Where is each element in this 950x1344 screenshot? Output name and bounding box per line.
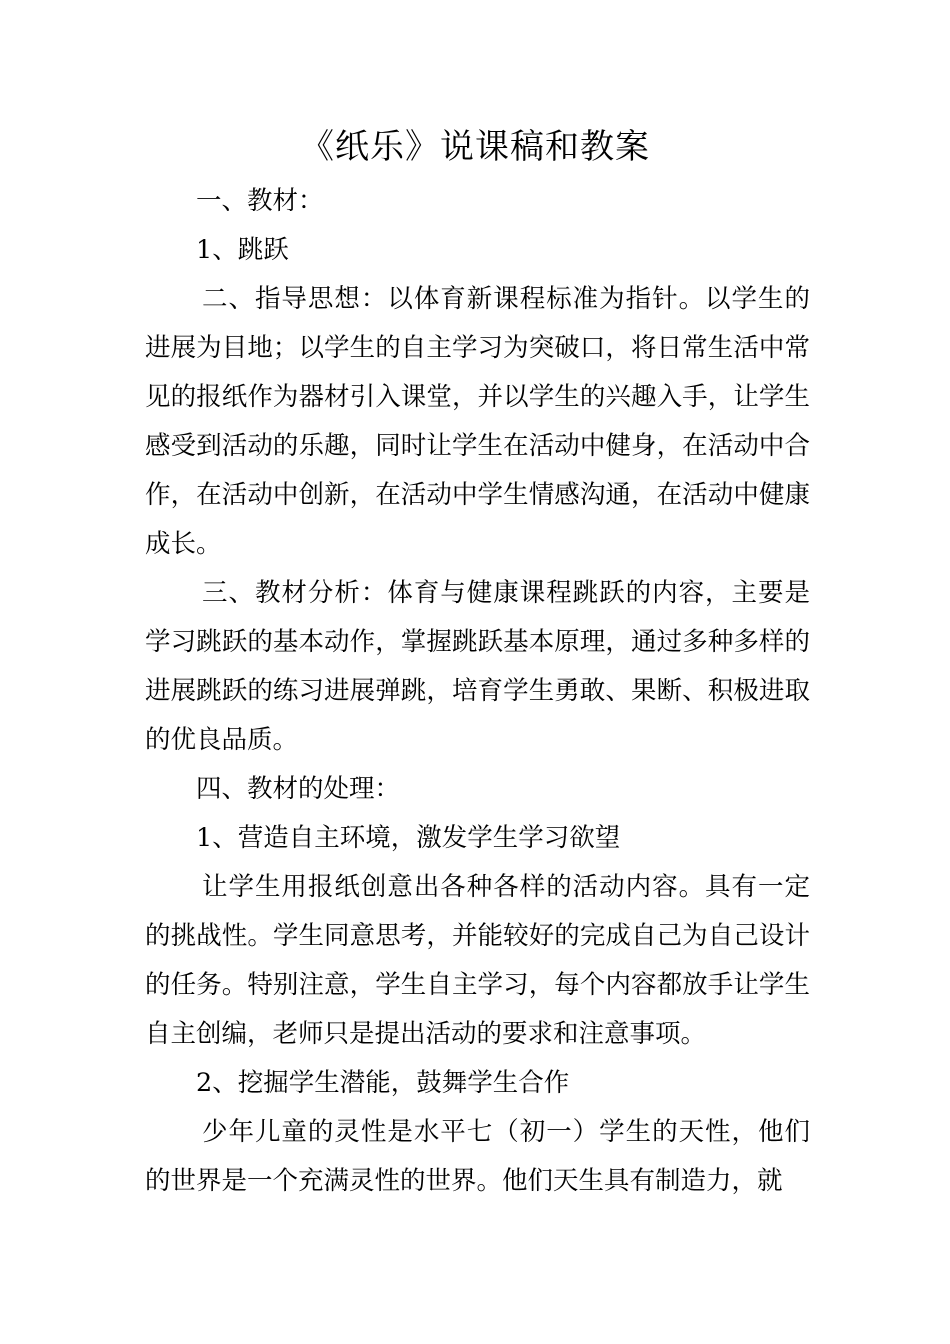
- section-heading-materials: 一、教材：: [196, 186, 324, 216]
- subheading-student-potential: 2、挖掘学生潜能，鼓舞学生合作: [196, 1068, 570, 1098]
- document-title: 《纸乐》说课稿和教案: [300, 127, 650, 167]
- subheading-autonomous-environment: 1、营造自主环境，激发学生学习欲望: [196, 823, 621, 853]
- paragraph-newspaper-activities: 让学生用报纸创意出各种各样的活动内容。具有一定的挑战性。学生同意思考，并能较好的完成自己为自己设计的任务。特别注意，学生自主学习，每个内容都放手让学生自主创编，老师只是提出活动的要求和注意事项。: [145, 872, 810, 1049]
- document-body: [145, 177, 810, 1206]
- paragraph-children-spirit: 少年儿童的灵性是水平七（初一）学生的天性，他们的世界是一个充满灵性的世界。他们天生具有制造力，就: [145, 1117, 810, 1196]
- section-heading-material-processing: 四、教材的处理：: [196, 774, 401, 804]
- paragraph-guiding-ideology: 二、指导思想：以体育新课程标准为指针。以学生的进展为目地；以学生的自主学习为突破口，将日常生活中常见的报纸作为器材引入课堂，并以学生的兴趣入手，让学生感受到活动的乐趣，同时让学生在活动中健身，在活动中合作，在活动中创新，在活动中学生情感沟通，在活动中健康成长。: [145, 284, 810, 559]
- paragraph-material-analysis: 三、教材分析：体育与健康课程跳跃的内容，主要是学习跳跃的基本动作，掌握跳跃基本原理，通过多种多样的进展跳跃的练习进展弹跳，培育学生勇敢、果断、积极进取的优良品质。: [145, 578, 810, 755]
- list-item-jumping: 1、跳跃: [196, 235, 289, 265]
